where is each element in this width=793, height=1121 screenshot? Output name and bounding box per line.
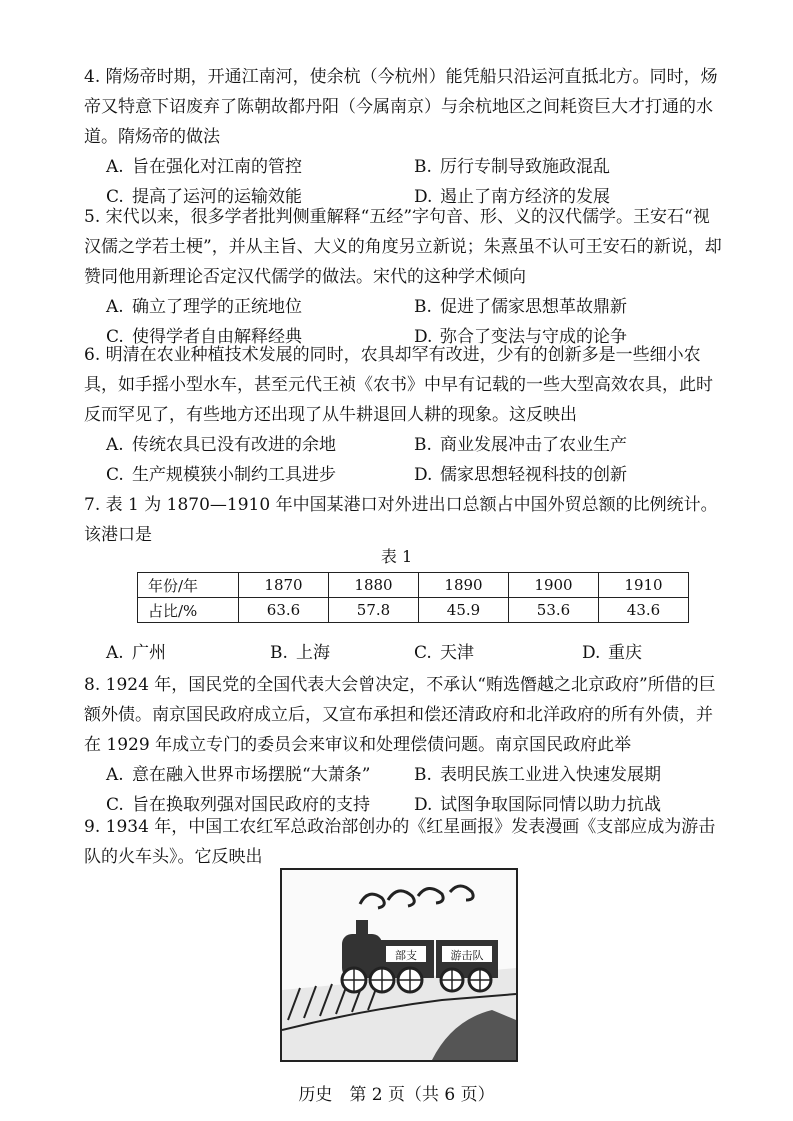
question-8: [84, 670, 724, 820]
option-b: B. 厉行专制导致施政混乱: [414, 157, 610, 177]
option-d: D. 弥合了变法与守成的论争: [414, 327, 627, 347]
option-d: D. 遏止了南方经济的发展: [414, 187, 610, 207]
port-share-table: [137, 572, 689, 623]
table-cell: 63.6: [239, 598, 329, 623]
question-7-options: [84, 638, 724, 668]
smoke-icon: [360, 886, 473, 908]
table-cell: 45.9: [419, 598, 509, 623]
table-header-share: 占比/%: [138, 598, 239, 623]
option-a: A. 传统农具已没有改进的余地: [106, 435, 336, 455]
table-cell: 43.6: [599, 598, 689, 623]
option-c: C. 提高了运河的运输效能: [106, 187, 302, 207]
question-5-stem: 5. 宋代以来，很多学者批判侧重解释“五经”字句音、形、义的汉代儒学。王安石“视汉儒之学若土梗”，并从主旨、大义的角度另立新说；朱熹虽不认可王安石的新说，却赞同他用新理论否定汉代儒学的做法。宋代的这种学术倾向: [84, 207, 722, 287]
option-a: A. 确立了理学的正统地位: [106, 297, 302, 317]
option-a: A. 意在融入世界市场摆脱“大萧条”: [106, 765, 371, 785]
question-5-options-row-1: [84, 292, 724, 322]
question-4: [84, 62, 724, 212]
car-label-guerrilla: 游击队: [450, 949, 484, 962]
question-5: [84, 202, 724, 352]
page-footer: 历史 第 2 页（共 6 页）: [298, 1085, 495, 1105]
option-b: B. 商业发展冲击了农业生产: [414, 435, 627, 455]
option-d: D. 儒家思想轻视科技的创新: [414, 465, 627, 485]
table-cell: 1910: [599, 573, 689, 598]
table-cell: 57.8: [329, 598, 419, 623]
question-7-stem: 7. 表 1 为 1870—1910 年中国某港口对外进出口总额占中国外贸总额的比例统计。该港口是: [84, 495, 718, 545]
question-9-stem: 9. 1934 年，中国工农红军总政治部创办的《红星画报》发表漫画《支部应成为游击队的火车头》。它反映出: [84, 817, 716, 867]
option-d: D. 重庆: [582, 643, 642, 663]
question-8-options-row-1: [84, 760, 724, 790]
option-c: C. 天津: [414, 643, 474, 663]
option-c: C. 旨在换取列强对国民政府的支持: [106, 795, 370, 815]
question-4-options-row-1: [84, 152, 724, 182]
question-8-stem: 8. 1924 年，国民党的全国代表大会曾决定，不承认“贿选僭越之北京政府”所借的巨额外债。南京国民政府成立后，又宣布承担和偿还清政府和北洋政府的所有外债，并在 1929 年成立专门的委员会来审议和处理偿债问题。南京国民政府此举: [84, 675, 716, 755]
table-caption: 表 1: [380, 547, 413, 566]
question-6: [84, 340, 724, 490]
train-cartoon: [280, 868, 518, 1062]
table-cell: 1880: [329, 573, 419, 598]
question-4-stem: 4. 隋炀帝时期，开通江南河，使余杭（今杭州）能凭船只沿运河直抵北方。同时，炀帝又特意下诏废弃了陈朝故都丹阳（今属南京）与余杭地区之间耗资巨大才打通的水道。隋炀帝的做法: [84, 67, 718, 147]
table-row-shares: [138, 598, 689, 623]
question-7-options-row: [84, 638, 724, 668]
table-cell: 1900: [509, 573, 599, 598]
train-cartoon-drawing: [282, 870, 516, 1060]
table-row-years: [138, 573, 689, 598]
option-b: B. 上海: [270, 643, 330, 663]
table-header-year: 年份/年: [138, 573, 239, 598]
option-b: B. 促进了儒家思想革故鼎新: [414, 297, 627, 317]
question-6-stem: 6. 明清在农业种植技术发展的同时，农具却罕有改进，少有的创新多是一些细小农具，如手摇小型水车，甚至元代王祯《农书》中早有记载的一些大型高效农具，此时反而罕见了，有些地方还出现了从牛耕退回人耕的现象。这反映出: [84, 345, 713, 425]
option-a: A. 广州: [106, 643, 166, 663]
table-cell: 1870: [239, 573, 329, 598]
question-6-options-row-2: [84, 460, 724, 490]
option-c: C. 生产规模狭小制约工具进步: [106, 465, 336, 485]
car-label-branch: 部支: [395, 949, 417, 962]
option-c: C. 使得学者自由解释经典: [106, 327, 302, 347]
option-a: A. 旨在强化对江南的管控: [106, 157, 302, 177]
option-d: D. 试图争取国际同情以助力抗战: [414, 795, 661, 815]
question-6-options-row-1: [84, 430, 724, 460]
question-9: [84, 812, 724, 872]
option-b: B. 表明民族工业进入快速发展期: [414, 765, 661, 785]
table-cell: 53.6: [509, 598, 599, 623]
table-cell: 1890: [419, 573, 509, 598]
question-7: [84, 490, 724, 550]
